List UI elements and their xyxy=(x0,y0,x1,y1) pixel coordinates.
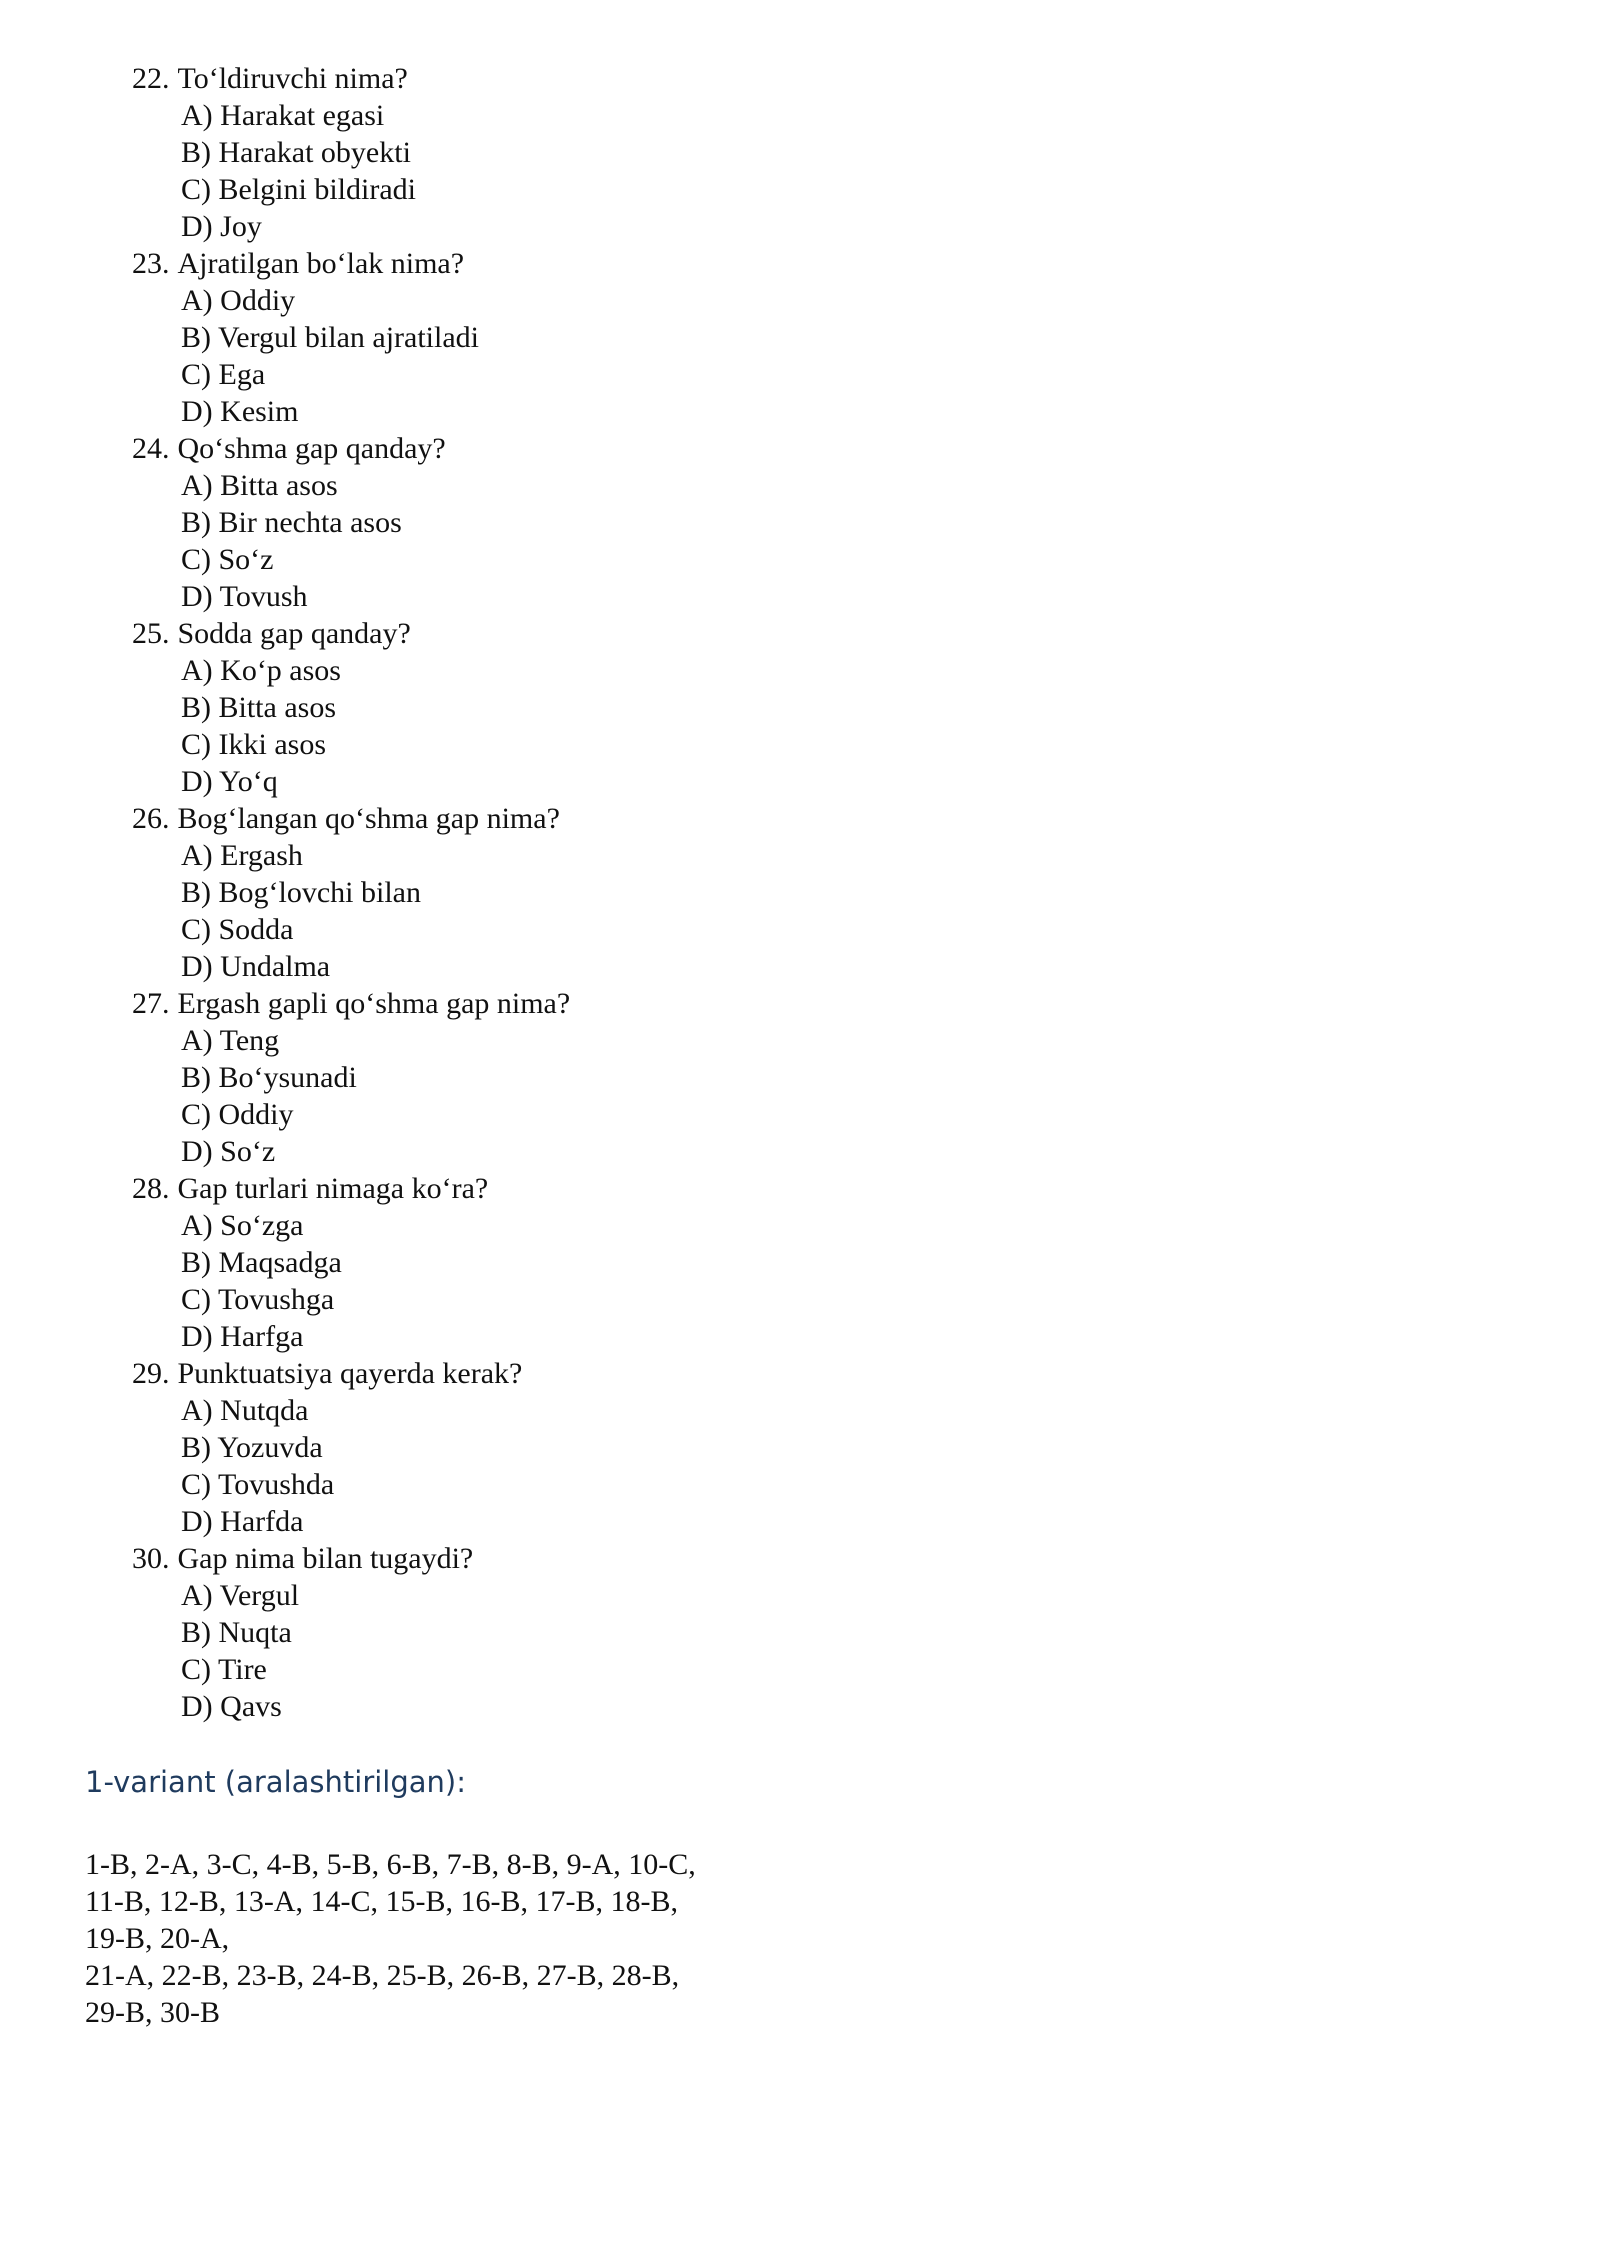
question-item xyxy=(0,985,1600,1170)
answer-option: D) Harfda xyxy=(181,1505,304,1538)
answer-option: D) Undalma xyxy=(181,950,331,983)
answer-option: D) Kesim xyxy=(181,395,299,428)
question-text: Ergash gapli qo‘shma gap nima? xyxy=(177,987,571,1020)
question-number: 30. xyxy=(132,1542,170,1575)
answer-option: D) So‘z xyxy=(181,1135,276,1168)
answer-option: A) So‘zga xyxy=(181,1209,304,1242)
question-item xyxy=(0,430,1600,615)
answer-option: B) Vergul bilan ajratiladi xyxy=(181,321,479,354)
question-text: To‘ldiruvchi nima? xyxy=(177,62,408,95)
question-list xyxy=(0,60,1600,1725)
answer-option: B) Nuqta xyxy=(181,1616,292,1649)
question-text: Ajratilgan bo‘lak nima? xyxy=(177,247,465,280)
answer-option: B) Maqsadga xyxy=(181,1246,342,1279)
answer-key-line: 21-A, 22-B, 23-B, 24-B, 25-B, 26-B, 27-B, 28-B, xyxy=(85,1959,680,1992)
answer-option: C) Sodda xyxy=(181,913,294,946)
question-item xyxy=(0,800,1600,985)
answer-key-line: 1-B, 2-A, 3-C, 4-B, 5-B, 6-B, 7-B, 8-B, 9-A, 10-C, xyxy=(85,1848,696,1881)
question-text: Gap nima bilan tugaydi? xyxy=(177,1542,474,1575)
answer-key xyxy=(85,1846,845,2031)
answer-option: B) Bir nechta asos xyxy=(181,506,402,539)
question-number: 25. xyxy=(132,617,170,650)
answer-key-line: 11-B, 12-B, 13-A, 14-C, 15-B, 16-B, 17-B, 18-B, xyxy=(85,1885,679,1918)
question-item xyxy=(0,1170,1600,1355)
answer-option: B) Bog‘lovchi bilan xyxy=(181,876,421,909)
answer-option: D) Joy xyxy=(181,210,262,243)
answer-option: A) Oddiy xyxy=(181,284,296,317)
question-line xyxy=(0,1170,1600,1207)
question-text: Qo‘shma gap qanday? xyxy=(177,432,446,465)
question-item xyxy=(0,1355,1600,1540)
question-line xyxy=(0,615,1600,652)
answer-option: B) Yozuvda xyxy=(181,1431,323,1464)
question-item xyxy=(0,615,1600,800)
question-number: 24. xyxy=(132,432,170,465)
answer-option: C) So‘z xyxy=(181,543,274,576)
question-number: 26. xyxy=(132,802,170,835)
question-line xyxy=(0,800,1600,837)
answer-option: A) Bitta asos xyxy=(181,469,338,502)
question-line xyxy=(0,1540,1600,1577)
question-line xyxy=(0,1355,1600,1392)
answer-option: C) Tire xyxy=(181,1653,267,1686)
answer-option: C) Tovushda xyxy=(181,1468,335,1501)
question-number: 28. xyxy=(132,1172,170,1205)
question-line xyxy=(0,430,1600,467)
answer-key-line: 19-B, 20-A, xyxy=(85,1922,230,1955)
question-line xyxy=(0,245,1600,282)
question-number: 23. xyxy=(132,247,170,280)
question-number: 27. xyxy=(132,987,170,1020)
answer-option: D) Yo‘q xyxy=(181,765,278,798)
variant-heading: 1-variant (aralashtirilgan): xyxy=(85,1765,466,1799)
question-line xyxy=(0,985,1600,1022)
answer-option: D) Qavs xyxy=(181,1690,282,1723)
answer-option: A) Ko‘p asos xyxy=(181,654,341,687)
answer-option: C) Belgini bildiradi xyxy=(181,173,416,206)
answer-option: A) Harakat egasi xyxy=(181,99,385,132)
question-item xyxy=(0,60,1600,245)
question-item xyxy=(0,1540,1600,1725)
answer-option: A) Vergul xyxy=(181,1579,300,1612)
answer-option: A) Teng xyxy=(181,1024,280,1057)
answer-option: A) Ergash xyxy=(181,839,303,872)
question-text: Sodda gap qanday? xyxy=(177,617,411,650)
answer-option: C) Ikki asos xyxy=(181,728,326,761)
question-line xyxy=(0,60,1600,97)
answer-option: C) Tovushga xyxy=(181,1283,335,1316)
question-text: Bog‘langan qo‘shma gap nima? xyxy=(177,802,560,835)
question-text: Gap turlari nimaga ko‘ra? xyxy=(177,1172,489,1205)
answer-option: B) Harakat obyekti xyxy=(181,136,411,169)
answer-option: C) Ega xyxy=(181,358,266,391)
answer-option: B) Bo‘ysunadi xyxy=(181,1061,357,1094)
question-item xyxy=(0,245,1600,430)
answer-option: C) Oddiy xyxy=(181,1098,294,1131)
answer-option: B) Bitta asos xyxy=(181,691,336,724)
answer-option: D) Tovush xyxy=(181,580,308,613)
question-number: 29. xyxy=(132,1357,170,1390)
answer-key-line: 29-B, 30-B xyxy=(85,1996,220,2029)
answer-option: D) Harfga xyxy=(181,1320,304,1353)
question-text: Punktuatsiya qayerda kerak? xyxy=(177,1357,523,1390)
question-number: 22. xyxy=(132,62,170,95)
answer-option: A) Nutqda xyxy=(181,1394,309,1427)
